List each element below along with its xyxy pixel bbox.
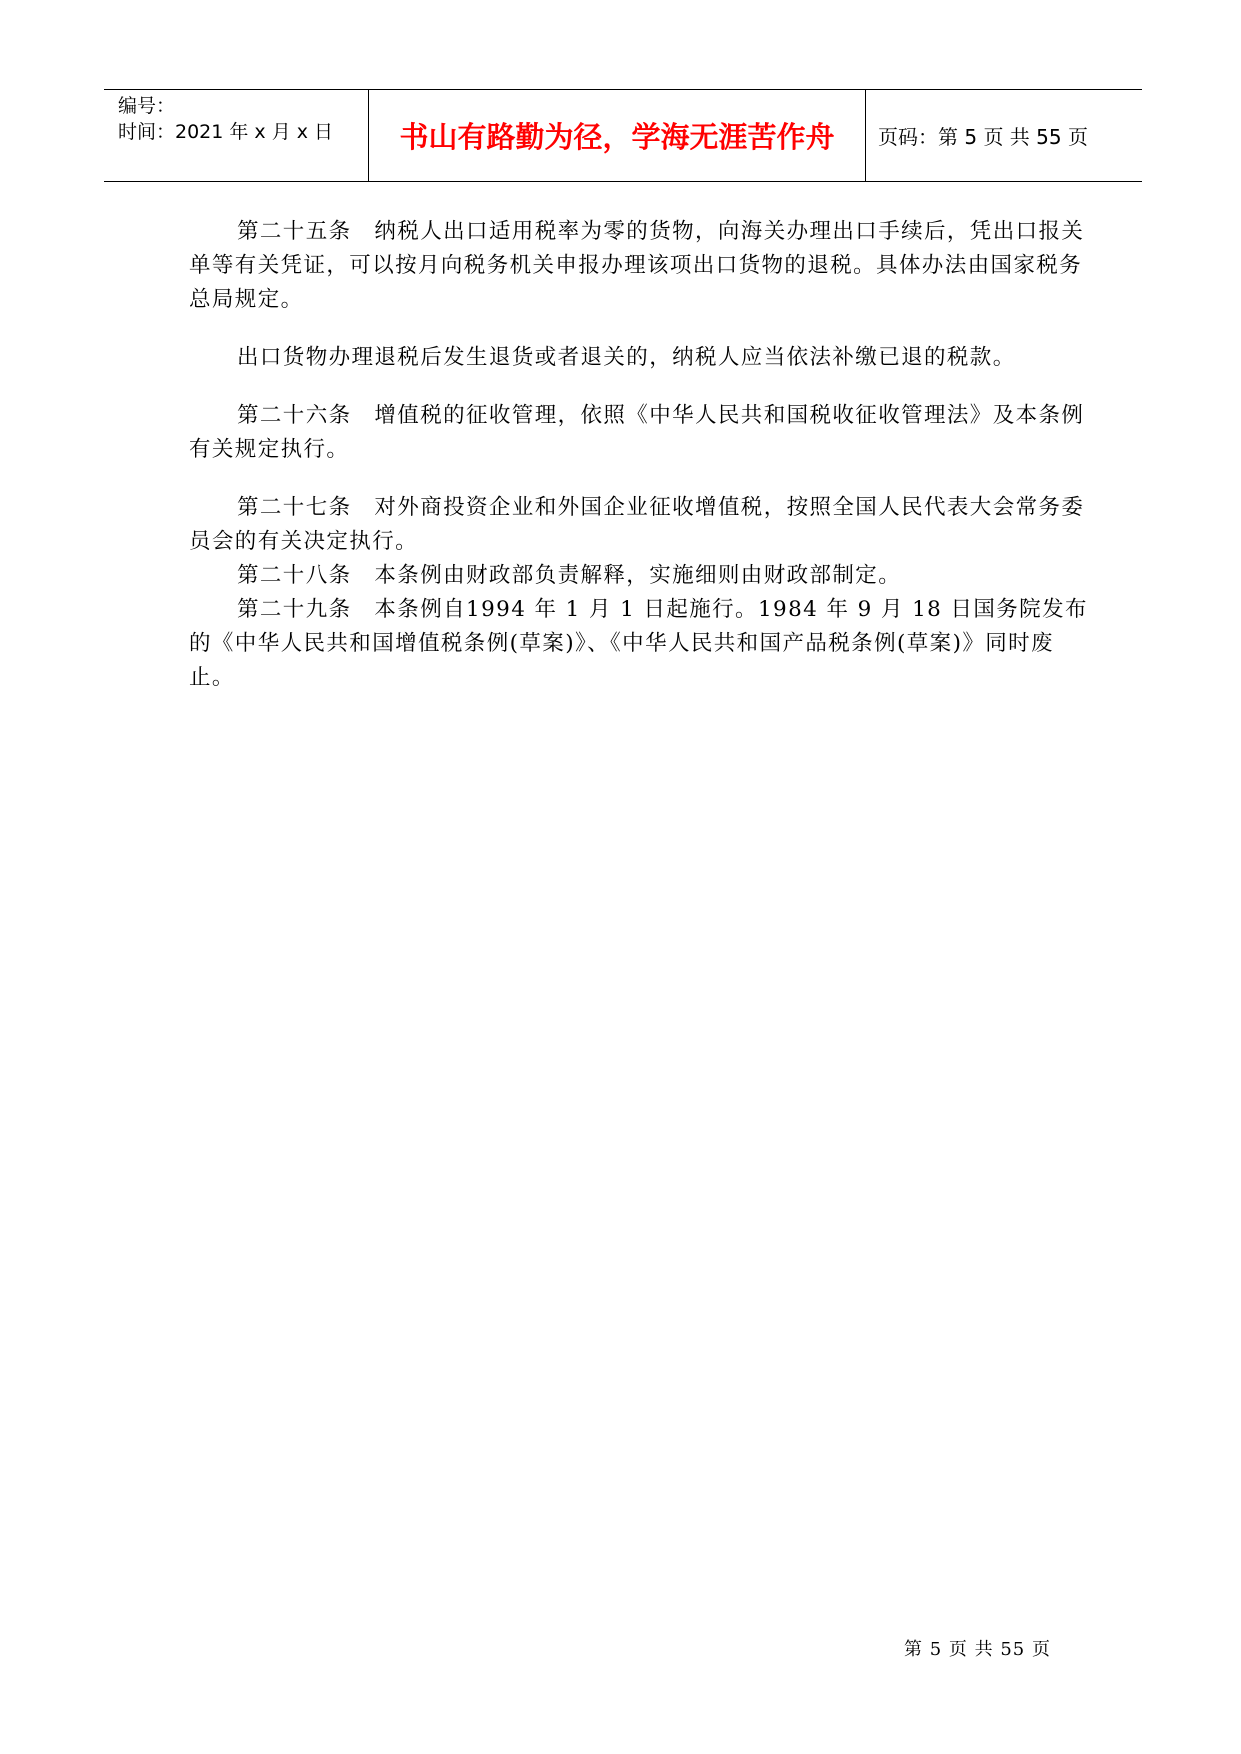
header-page-number: 页码：第 5 页 共 55 页 [878,125,1088,149]
document-number-label: 编号： [118,95,176,117]
page-header [104,89,1142,182]
export-refund-paragraph: 出口货物办理退税后发生退货或者退关的，纳税人应当依法补缴已退的税款。 [237,345,1016,370]
article-29-paragraph: 第二十九条 本条例自1994 年 1 月 1 日起施行。1984 年 9 月 18 日国务院发布的《中华人民共和国增值税条例(草案)》、《中华人民共和国产品税条例(草案)》同时废止。 [189,597,1088,690]
header-info-cell [104,90,369,181]
article-28-paragraph: 第二十八条 本条例由财政部负责解释，实施细则由财政部制定。 [237,563,902,588]
document-body [189,215,1089,695]
article-26-paragraph: 第二十六条 增值税的征收管理，依照《中华人民共和国税收征收管理法》及本条例有关规定执行。 [189,403,1085,462]
article-25-paragraph: 第二十五条 纳税人出口适用税率为零的货物，向海关办理出口手续后，凭出口报关单等有关凭证，可以按月向税务机关申报办理该项出口货物的退税。具体办法由国家税务总局规定。 [189,219,1085,312]
article-27-paragraph: 第二十七条 对外商投资企业和外国企业征收增值税，按照全国人民代表大会常务委员会的有关决定执行。 [189,495,1085,554]
header-motto: 书山有路勤为径，学海无涯苦作舟 [369,90,866,181]
footer-page-number: 第 5 页 共 55 页 [904,1639,1051,1660]
document-time-label: 时间：2021 年 x 月 x 日 [118,121,334,143]
